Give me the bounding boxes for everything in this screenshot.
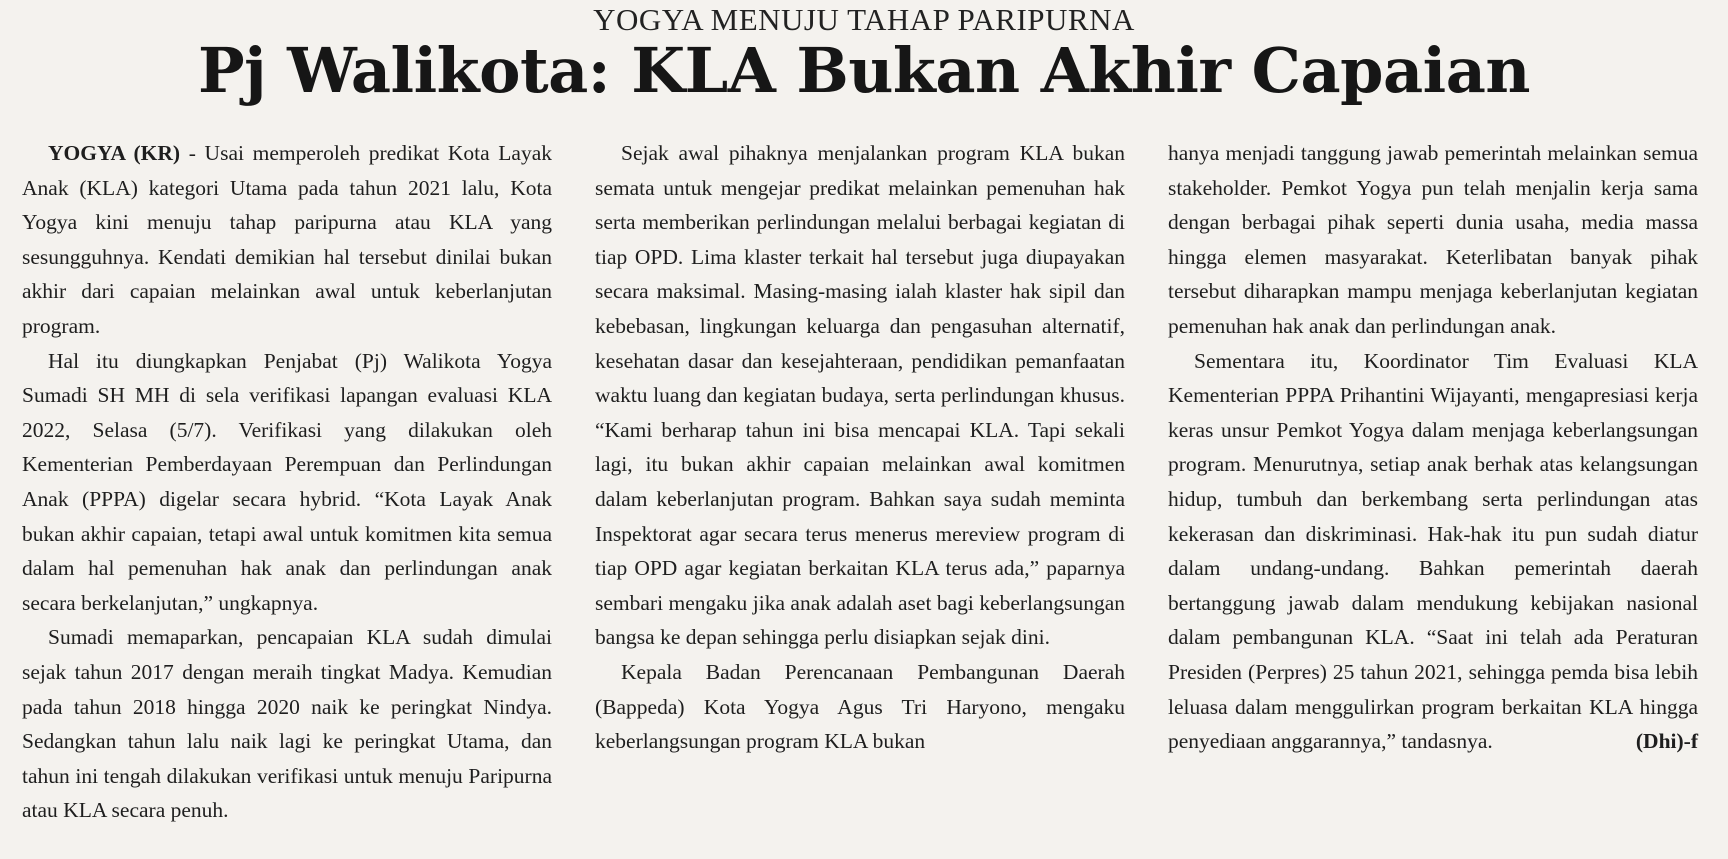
paragraph-6: hanya menjadi tanggung jawab pemerintah melainkan semua stakeholder. Pemkot Yogya pun telah menjalin kerja sama dengan berbagai pihak seperti dunia usaha, media massa hingga elemen masyarakat. Keterlibatan banyak pihak tersebut diharapkan mampu menjaga keberlanjutan kegiatan pemenuhan hak anak dan perlindungan anak.	[1168, 141, 1698, 338]
author-signature: (Dhi)-f	[1635, 729, 1698, 754]
column-2	[595, 136, 1125, 828]
paragraph-5: Kepala Badan Perencanaan Pembangunan Daerah (Bappeda) Kota Yogya Agus Tri Haryono, mengaku keberlangsungan program KLA bukan	[595, 659, 1125, 754]
paragraph-1-text: - Usai memperoleh predikat Kota Layak Anak (KLA) kategori Utama pada tahun 2021 lalu, Kota Yogya kini menuju tahap paripurna atau KLA yang sesungguhnya. Kendati demikian hal tersebut dinilai bukan akhir dari capaian melainkan awal untuk keberlanjutan program.	[22, 141, 552, 338]
column-1	[22, 136, 552, 828]
paragraph-2: Hal itu diungkapkan Penjabat (Pj) Walikota Yogya Sumadi SH MH di sela verifikasi lapangan evaluasi KLA 2022, Selasa (5/7). Verifikasi yang dilakukan oleh Kementerian Pemberdayaan Perempuan dan Perlindungan Anak (PPPA) digelar secara hybrid. “Kota Layak Anak bukan akhir capaian, tetapi awal untuk komitmen kita semua dalam hal pemenuhan hak anak dan perlindungan anak secara berkelanjutan,” ungkapnya.	[22, 348, 552, 615]
article-headline: Pj Walikota: KLA Bukan Akhir Capaian	[198, 34, 1530, 107]
paragraph-4: Sejak awal pihaknya menjalankan program KLA bukan semata untuk mengejar predikat melainkan pemenuhan hak serta memberikan perlindungan melalui berbagai kegiatan di tiap OPD. Lima klaster terkait hal tersebut juga diupayakan secara maksimal. Masing-masing ialah klaster hak sipil dan kebebasan, lingkungan keluarga dan pengasuhan alternatif, kesehatan dasar dan kesejahteraan, pendidikan pemanfaatan waktu luang dan kegiatan budaya, serta perlindungan khusus. “Kami berharap tahun ini bisa mencapai KLA. Tapi sekali lagi, itu bukan akhir capaian melainkan awal komitmen dalam keberlanjutan program. Bahkan saya sudah meminta Inspektorat agar secara terus menerus mereview program di tiap OPD agar kegiatan berkaitan KLA terus ada,” paparnya sembari mengaku jika anak adalah aset bagi keberlangsungan bangsa ke depan sehingga perlu disiapkan sejak dini.	[595, 141, 1125, 650]
article-kicker: YOGYA MENUJU TAHAP PARIPURNA	[593, 2, 1135, 37]
article-body	[22, 136, 1698, 828]
paragraph-7	[1168, 344, 1698, 759]
dateline: YOGYA (KR)	[48, 141, 181, 165]
column-3	[1168, 136, 1698, 828]
paragraph-1	[22, 136, 552, 344]
paragraph-3: Sumadi memaparkan, pencapaian KLA sudah dimulai sejak tahun 2017 dengan meraih tingkat Madya. Kemudian pada tahun 2018 hingga 2020 naik ke peringkat Nindya. Sedangkan tahun lalu naik lagi ke peringkat Utama, dan tahun ini tengah dilakukan verifikasi untuk menuju Paripurna atau KLA secara penuh.	[22, 625, 552, 823]
paragraph-7-text: Sementara itu, Koordinator Tim Evaluasi KLA Kementerian PPPA Prihantini Wijayanti, mengapresiasi kerja keras unsur Pemkot Yogya dalam menjaga keberlangsungan program. Menurutnya, setiap anak berhak atas kelangsungan hidup, tumbuh dan berkembang serta perlindungan atas kekerasan dan diskriminasi. Hak-hak itu pun sudah diatur dalam undang-undang. Bahkan pemerintah daerah bertanggung jawab dalam mendukung kebijakan nasional dalam pembangunan KLA. “Saat ini telah ada Peraturan Presiden (Perpres) 25 tahun 2021, sehingga pemda bisa lebih leluasa dalam menggulirkan program berkaitan KLA hingga penyediaan anggarannya,” tandasnya.	[1168, 348, 1698, 754]
